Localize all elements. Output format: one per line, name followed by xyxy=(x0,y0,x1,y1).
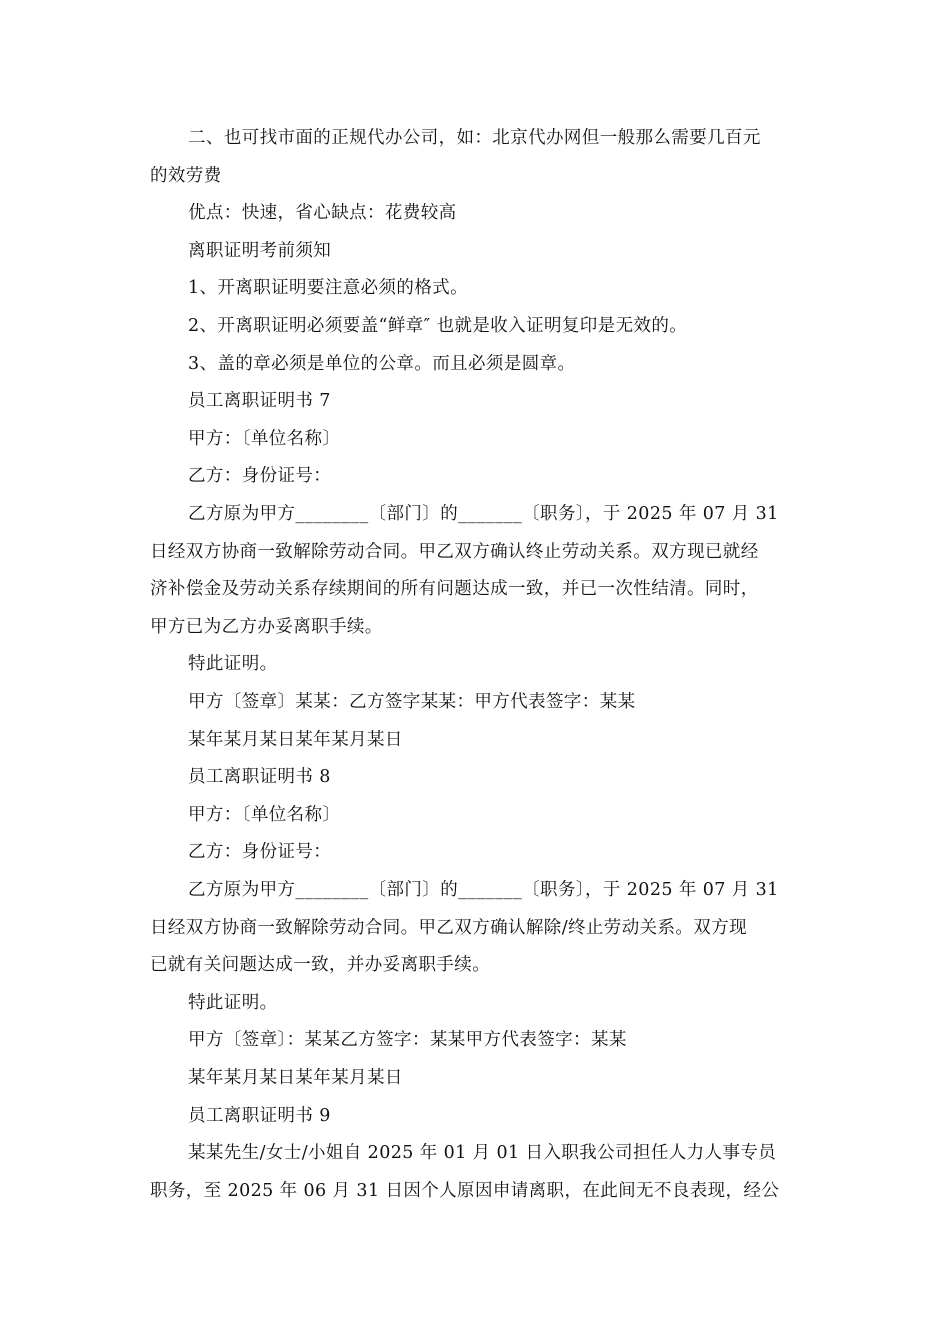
text-line: 某年某月某日某年某月某日 xyxy=(188,729,403,750)
text-line: 1、开离职证明要注意必须的格式。 xyxy=(188,278,469,299)
text-line: 职务，至 2025 年 06 月 31 日因个人原因申请离职，在此间无不良表现，经公 xyxy=(150,1180,780,1201)
text-line: 甲方：〔单位名称〕 xyxy=(188,804,341,825)
text-line: 二、也可找市面的正规代办公司，如：北京代办网但一般那么需要几百元 xyxy=(188,128,761,148)
text-line: 的效劳费 xyxy=(150,165,222,186)
text-line: 特此证明。 xyxy=(188,654,278,675)
text-line: 甲方〔签章〕某某：乙方签字某某：甲方代表签字：某某 xyxy=(188,692,636,712)
text-line: 甲方〔签章〕：某某乙方签字：某某甲方代表签字：某某 xyxy=(188,1030,627,1051)
text-line: 员工离职证明书 7 xyxy=(188,391,331,412)
text-line: 2、开离职证明必须要盖“鲜章″ 也就是收入证明复印是无效的。 xyxy=(188,316,688,336)
text-line: 济补偿金及劳动关系存续期间的所有问题达成一致，并已一次性结清。同时， xyxy=(150,579,759,600)
text-line: 3、盖的章必须是单位的公章。而且必须是圆章。 xyxy=(188,353,576,374)
text-line: 离职证明考前须知 xyxy=(188,240,332,261)
text-line: 员工离职证明书 9 xyxy=(188,1105,331,1126)
text-line: 某某先生/女士/小姐自 2025 年 01 月 01 日入职我公司担任人力人事专员 xyxy=(188,1143,777,1164)
text-line: 已就有关问题达成一致，并办妥离职手续。 xyxy=(150,955,491,976)
text-line: 乙方原为甲方________〔部门〕的_______〔职务〕，于 2025 年 07 月 31 xyxy=(188,880,779,900)
text-line: 乙方原为甲方________〔部门〕的_______〔职务〕，于 2025 年 07 月 31 xyxy=(188,504,779,524)
text-line: 甲方：〔单位名称〕 xyxy=(188,428,341,449)
text-line: 日经双方协商一致解除劳动合同。甲乙双方确认终止劳动关系。双方现已就经 xyxy=(150,541,759,562)
text-line: 日经双方协商一致解除劳动合同。甲乙双方确认解除/终止劳动关系。双方现 xyxy=(150,917,747,938)
text-line: 优点：快速，省心缺点：花费较高 xyxy=(188,203,457,224)
text-line: 乙方：身份证号： xyxy=(188,842,332,863)
text-line: 特此证明。 xyxy=(188,992,278,1013)
text-line: 某年某月某日某年某月某日 xyxy=(188,1068,403,1088)
text-line: 甲方已为乙方办妥离职手续。 xyxy=(150,616,383,637)
text-line: 乙方：身份证号： xyxy=(188,466,332,487)
text-line: 员工离职证明书 8 xyxy=(188,767,331,788)
